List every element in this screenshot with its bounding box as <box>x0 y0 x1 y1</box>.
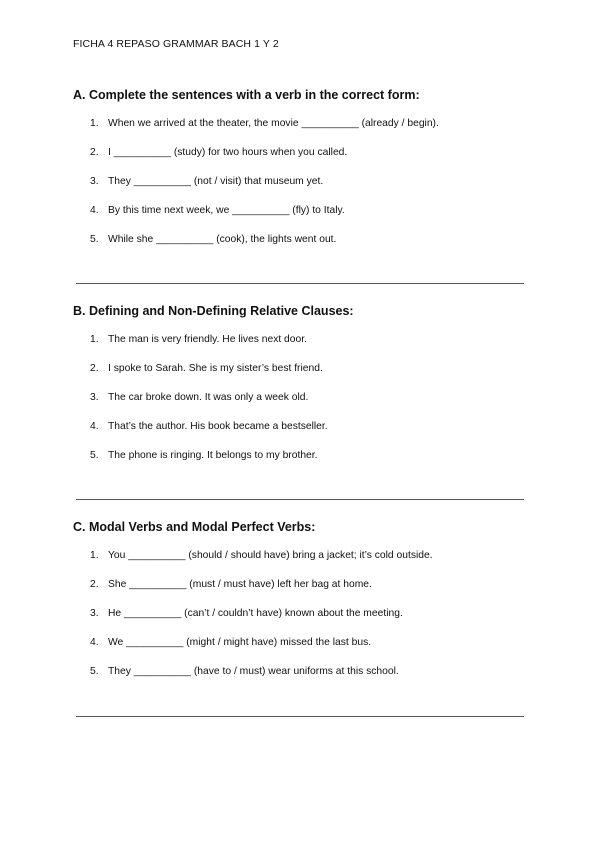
item-number: 1. <box>90 118 99 129</box>
item-number: 3. <box>90 176 99 187</box>
list-item <box>73 146 525 175</box>
item-text: They __________ (have to / must) wear uniforms at this school. <box>108 666 399 677</box>
list-item <box>73 362 525 391</box>
list-item <box>73 204 525 233</box>
list-item <box>73 607 525 636</box>
section-b <box>73 303 525 478</box>
item-text: When we arrived at the theater, the movie __________ (already / begin). <box>108 118 439 129</box>
list-item <box>73 391 525 420</box>
section-b-title: B. Defining and Non-Defining Relative Clauses: <box>73 304 354 318</box>
list-item <box>73 578 525 607</box>
item-number: 5. <box>90 666 99 677</box>
section-divider <box>76 716 524 717</box>
item-number: 2. <box>90 363 99 374</box>
item-text: The phone is ringing. It belongs to my brother. <box>108 450 318 461</box>
item-number: 4. <box>90 421 99 432</box>
list-item <box>73 420 525 449</box>
list-item <box>73 333 525 362</box>
list-item <box>73 233 525 262</box>
item-number: 3. <box>90 392 99 403</box>
item-number: 5. <box>90 234 99 245</box>
section-c <box>73 519 525 694</box>
item-text: I spoke to Sarah. She is my sister’s best friend. <box>108 363 323 374</box>
list-item <box>73 549 525 578</box>
list-item <box>73 449 525 478</box>
item-number: 2. <box>90 579 99 590</box>
item-number: 5. <box>90 450 99 461</box>
item-number: 2. <box>90 147 99 158</box>
item-text: She __________ (must / must have) left her bag at home. <box>108 579 372 590</box>
item-text: We __________ (might / might have) missed the last bus. <box>108 637 372 648</box>
section-divider <box>76 283 524 284</box>
item-text: They __________ (not / visit) that museum yet. <box>108 176 324 187</box>
list-item <box>73 117 525 146</box>
section-divider <box>76 499 524 500</box>
item-text: While she __________ (cook), the lights went out. <box>108 234 337 245</box>
list-item <box>73 636 525 665</box>
item-text: The car broke down. It was only a week old. <box>108 392 309 403</box>
section-c-title: C. Modal Verbs and Modal Perfect Verbs: <box>73 520 316 534</box>
item-text: You __________ (should / should have) bring a jacket; it’s cold outside. <box>108 550 433 561</box>
item-text: I __________ (study) for two hours when you called. <box>108 147 348 158</box>
list-item <box>73 665 525 694</box>
item-number: 4. <box>90 205 99 216</box>
section-b-list <box>73 333 525 478</box>
page-header: FICHA 4 REPASO GRAMMAR BACH 1 Y 2 <box>73 38 279 50</box>
list-item <box>73 175 525 204</box>
item-number: 1. <box>90 550 99 561</box>
item-number: 3. <box>90 608 99 619</box>
item-text: That’s the author. His book became a bestseller. <box>108 421 328 432</box>
section-a-list <box>73 117 525 262</box>
item-text: The man is very friendly. He lives next door. <box>108 334 307 345</box>
item-number: 4. <box>90 637 99 648</box>
section-c-list <box>73 549 525 694</box>
item-number: 1. <box>90 334 99 345</box>
section-a-title: A. Complete the sentences with a verb in the correct form: <box>73 88 420 102</box>
section-a <box>73 87 525 262</box>
item-text: By this time next week, we __________ (fly) to Italy. <box>108 205 345 216</box>
item-text: He __________ (can’t / couldn’t have) known about the meeting. <box>108 608 403 619</box>
